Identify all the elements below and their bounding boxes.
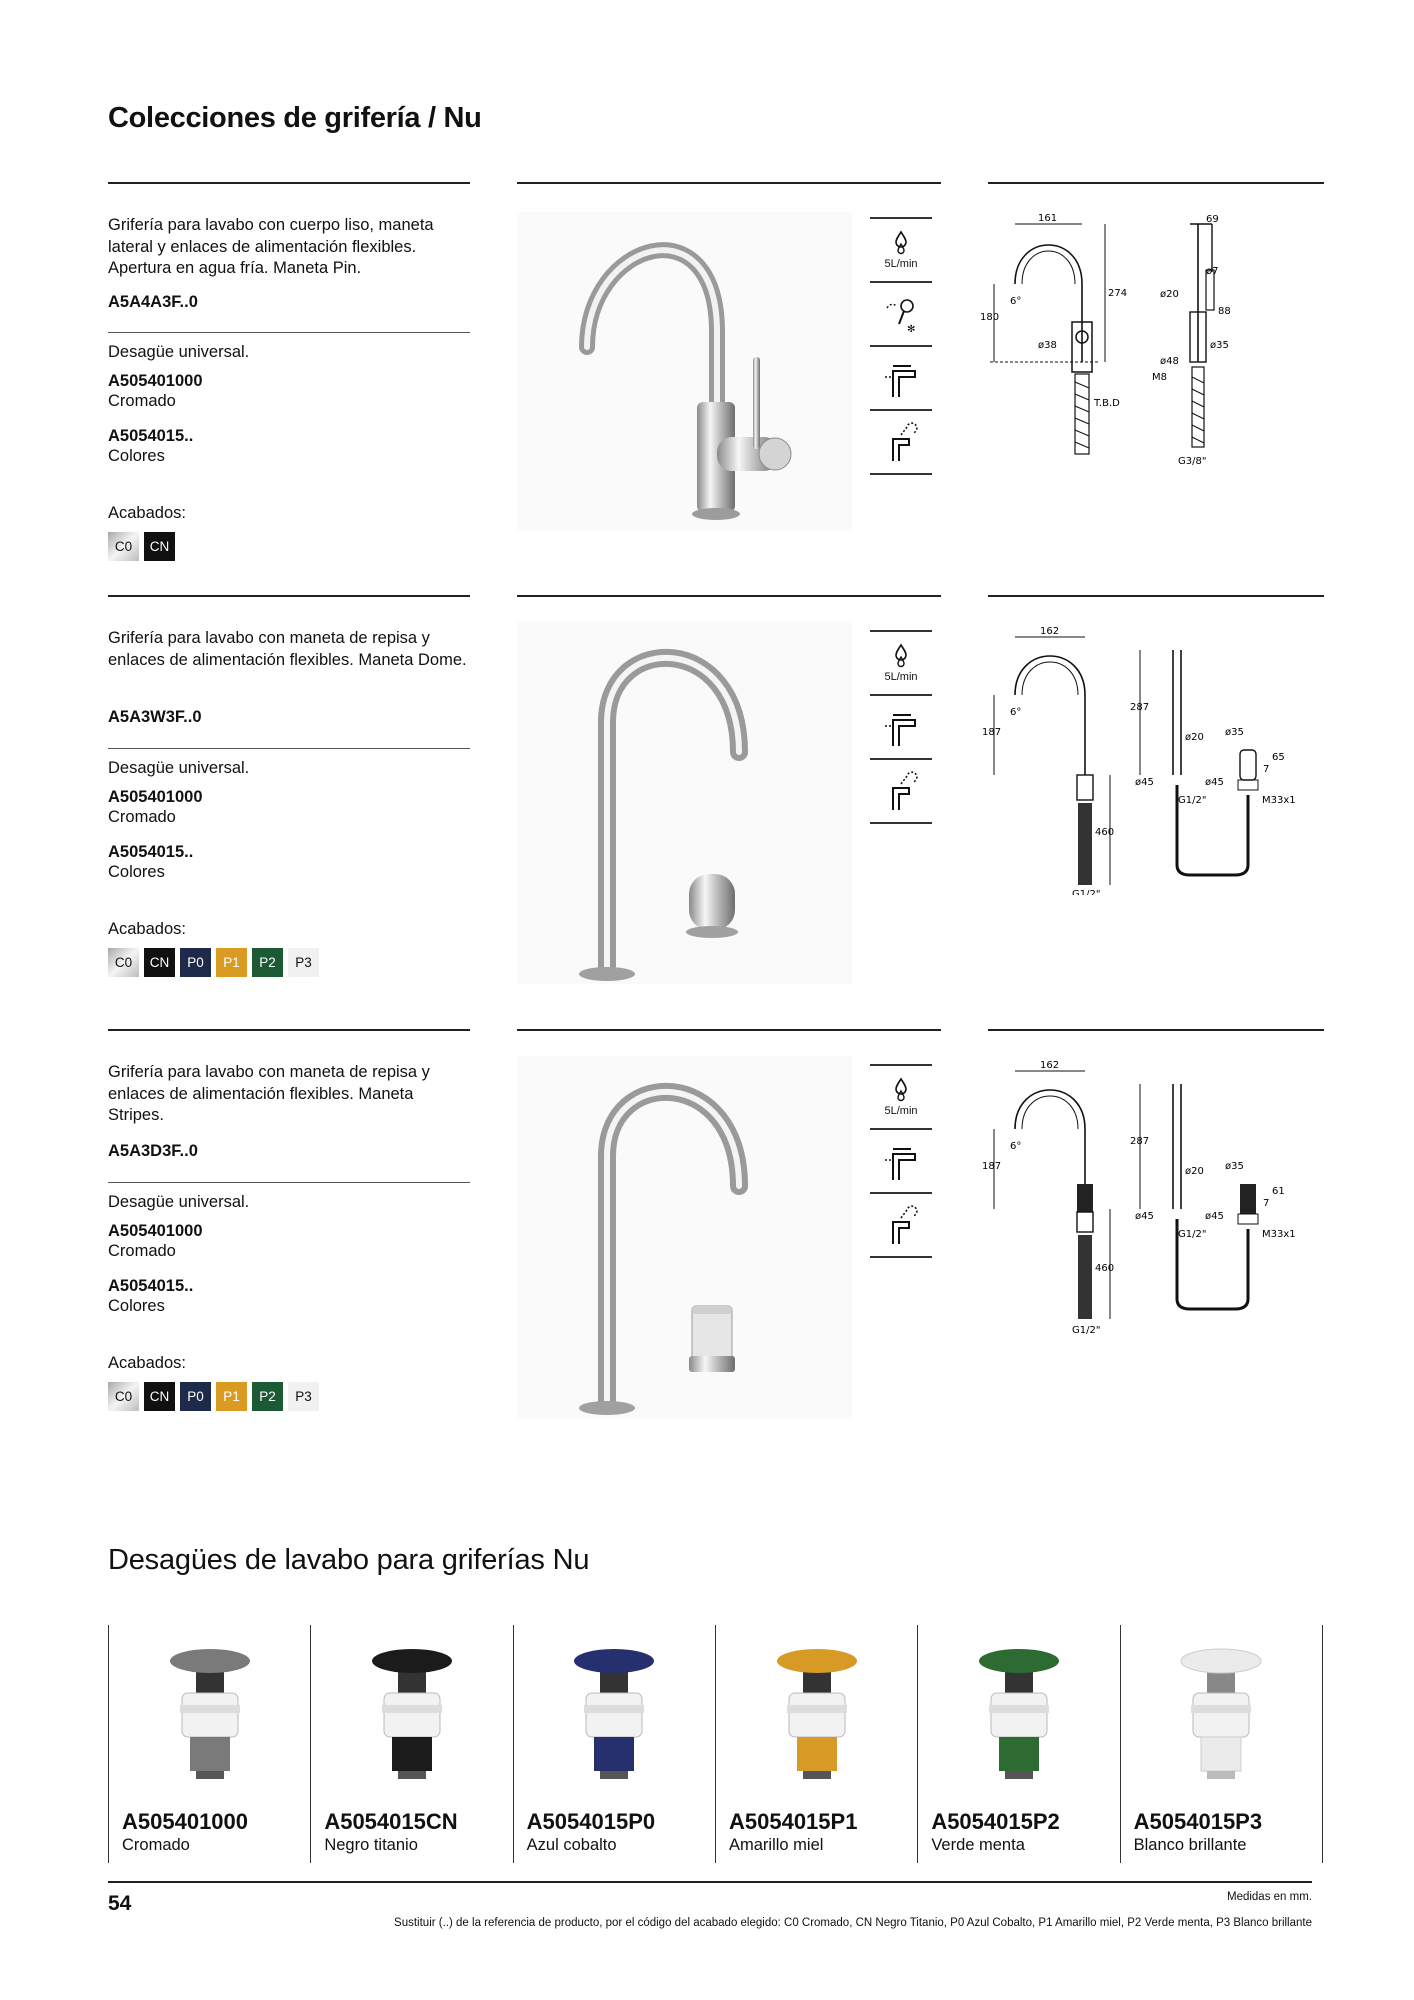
drain-grid [108,1625,1323,1863]
drain-chrome [108,371,203,411]
page-title: Colecciones de grifería / Nu [108,102,482,134]
swatch-c0[interactable]: C0 [108,532,139,561]
divider [108,1182,470,1183]
drain-finish-name: Amarillo miel [728,1836,824,1854]
dim-offset: 7 [1263,764,1270,775]
drain-image [554,1645,674,1785]
dim-spout-height: 180 [980,312,1000,323]
units-note: Medidas en mm. [1226,1891,1312,1903]
drain-image [1161,1645,1281,1785]
finish-swatches [108,532,175,561]
drain-colors [108,1276,193,1316]
technical-drawing [980,625,1310,900]
dim-body-diameter: ø38 [1038,340,1057,351]
swatch-c0[interactable]: C0 [108,1382,139,1411]
substitution-note: Sustituir (..) de la referencia de producto, por el código del acabado elegido: C0 Cromado, CN Negro Titanio, P0 Azul Cobalto, P1 Amarillo miel, P2 Verde menta, P3 Blanco brillante [394,1917,1312,1929]
drain-card[interactable] [513,1625,715,1863]
drain-finish: Colores [108,447,165,465]
dim-base-diameter-2: ø45 [1205,1211,1224,1222]
divider [108,182,470,184]
drain-code: A5054015P1 [728,1809,858,1834]
dim-height: 287 [1130,1136,1150,1147]
product-description: Grifería para lavabo con maneta de repisa y enlaces de alimentación flexibles. Maneta Stripes. [108,1063,430,1124]
technical-drawing [980,212,1250,477]
dim-shank: 460 [1095,1263,1115,1274]
drain-finish: Colores [108,863,165,881]
swatch-cn[interactable]: CN [144,532,175,561]
feature-icons [870,217,932,475]
finish-swatches [108,948,319,977]
swatch-p2[interactable]: P2 [252,948,283,977]
divider [108,1029,470,1031]
drain-image [757,1645,877,1785]
divider [988,1029,1324,1031]
dim-base-diameter-1: ø45 [1135,777,1154,788]
drain-finish-name: Verde menta [931,1836,1025,1854]
drain-code: A5054015CN [324,1809,458,1834]
finishes-label: Acabados: [108,504,186,522]
feature-icons [870,1064,932,1258]
dim-base-diameter-1: ø45 [1135,1211,1154,1222]
drain-image [959,1645,1079,1785]
drain-label: Desagüe universal. [108,343,250,361]
drain-code: A505401000 [122,1809,249,1834]
finishes-label: Acabados: [108,920,186,938]
swatch-p0[interactable]: P0 [180,948,211,977]
drain-finish-name: Blanco brillante [1133,1836,1247,1854]
drain-code: A5054015.. [108,843,194,861]
divider [517,182,941,184]
swatch-p1[interactable]: P1 [216,1382,247,1411]
drain-code: A505401000 [108,372,203,390]
dim-handle-height: 65 [1272,752,1285,763]
dim-handle-height: 61 [1272,1186,1285,1197]
divider [108,595,470,597]
swatch-cn[interactable]: CN [144,1382,175,1411]
drain-code: A5054015P0 [526,1809,656,1834]
swatch-cn[interactable]: CN [144,948,175,977]
footer-divider [108,1881,1312,1883]
dim-thread-g: G1/2" [1178,1229,1207,1240]
divider [108,748,470,749]
drain-finish-name: Cromado [122,1836,190,1854]
dim-height: 287 [1130,702,1150,713]
flow-rate [870,1064,932,1128]
drain-card[interactable] [310,1625,512,1863]
dim-angle: 6° [1010,707,1022,718]
drain-finish: Cromado [108,808,176,826]
water-drop-icon [891,643,911,669]
dim-thread: M8 [1152,372,1167,383]
drain-card[interactable] [715,1625,917,1863]
drain-card[interactable] [1120,1625,1323,1863]
flow-rate [870,217,932,281]
drain-code: A5054015.. [108,427,194,445]
dim-angle: 6° [1010,296,1022,307]
product-code: A5A3W3F..0 [108,708,202,726]
dim-thread-g: G1/2" [1178,795,1207,806]
flow-rate [870,630,932,694]
dim-depth: 69 [1206,214,1219,225]
dim-metric-thread: M33x1 [1262,1229,1296,1240]
drain-label: Desagüe universal. [108,1193,250,1211]
flow-rate-text: 5L/min [884,1105,918,1117]
dim-lever-height: 88 [1218,306,1231,317]
swatch-p0[interactable]: P0 [180,1382,211,1411]
faucet-cold-start-icon [881,770,921,812]
dim-lever-diameter: ø7 [1206,266,1219,277]
dim-base-diameter: ø35 [1210,340,1229,351]
drain-code: A5054015.. [108,1277,194,1295]
cold-start-feature [870,409,932,473]
drain-finish: Colores [108,1297,165,1315]
drain-card[interactable] [108,1625,310,1863]
faucet-photo-pin [517,212,852,530]
dim-shank: 460 [1095,827,1115,838]
swatch-c0[interactable]: C0 [108,948,139,977]
water-drop-icon [891,230,911,256]
faucet-flow-icon [881,357,921,399]
technical-drawing [980,1059,1310,1339]
drain-code: A5054015P2 [931,1809,1060,1834]
swatch-p3[interactable]: P3 [288,948,319,977]
dim-tbd: T.B.D [1094,398,1120,409]
dim-offset: 7 [1263,1198,1270,1209]
drain-finish-name: Azul cobalto [526,1836,617,1854]
feature-icons [870,630,932,824]
page-number: 54 [108,1892,132,1915]
swatch-p3[interactable]: P3 [288,1382,319,1411]
dim-height: 274 [1108,288,1128,299]
flow-spout-feature [870,1128,932,1192]
dim-connection: G3/8" [1178,456,1207,467]
cold-water-opening-icon [881,294,921,334]
swatch-p1[interactable]: P1 [216,948,247,977]
divider [988,595,1324,597]
dim-width: 162 [1040,1060,1060,1071]
faucet-photo-dome [517,622,852,984]
finishes-label: Acabados: [108,1354,186,1372]
swatch-p2[interactable]: P2 [252,1382,283,1411]
divider [517,595,941,597]
drain-finish-name: Negro titanio [324,1836,418,1854]
section-title: Desagües de lavabo para griferías Nu [108,1544,590,1576]
drain-colors [108,842,193,882]
divider [108,332,470,333]
dim-inlet: G1/2" [1072,889,1101,895]
cold-open-feature [870,281,932,345]
dim-flange-diameter: ø48 [1160,356,1179,367]
drain-image [150,1645,270,1785]
flow-spout-feature [870,345,932,409]
faucet-cold-start-icon [881,421,921,463]
faucet-flow-icon [881,706,921,748]
drain-chrome [108,1221,203,1261]
dim-metric-thread: M33x1 [1262,795,1296,806]
dim-handle-diameter: ø35 [1225,727,1244,738]
dim-width: 162 [1040,626,1060,637]
dim-angle: 6° [1010,1141,1022,1152]
drain-code: A505401000 [108,1222,203,1240]
dim-spout-height: 187 [982,727,1002,738]
drain-finish: Cromado [108,1242,176,1260]
dim-base-diameter-2: ø45 [1205,777,1224,788]
dim-handle-diameter: ø35 [1225,1161,1244,1172]
faucet-flow-icon [881,1140,921,1182]
divider [988,182,1324,184]
water-drop-icon [891,1077,911,1103]
finish-swatches [108,1382,319,1411]
drain-finish: Cromado [108,392,176,410]
divider [517,1029,941,1031]
product-code: A5A4A3F..0 [108,293,198,311]
drain-code: A5054015P3 [1133,1809,1263,1834]
flow-rate-text: 5L/min [884,671,918,683]
dim-spout-diameter: ø20 [1185,732,1204,743]
drain-card[interactable] [917,1625,1119,1863]
product-description: Grifería para lavabo con maneta de repisa y enlaces de alimentación flexibles. Maneta Dome. [108,629,467,669]
faucet-cold-start-icon [881,1204,921,1246]
cold-start-feature [870,1192,932,1256]
drain-chrome [108,787,203,827]
drain-label: Desagüe universal. [108,759,250,777]
drain-colors [108,426,193,466]
faucet-photo-stripes [517,1056,852,1418]
dim-spout-diameter: ø20 [1160,289,1179,300]
product-code: A5A3D3F..0 [108,1142,198,1160]
cold-start-feature [870,758,932,822]
drain-image [352,1645,472,1785]
svg-text:✻: ✻ [907,324,916,334]
dim-width: 161 [1038,213,1058,224]
flow-rate-text: 5L/min [884,258,918,270]
dim-inlet: G1/2" [1072,1325,1101,1334]
dim-spout-height: 187 [982,1161,1002,1172]
flow-spout-feature [870,694,932,758]
dim-spout-diameter: ø20 [1185,1166,1204,1177]
drain-code: A505401000 [108,788,203,806]
product-description: Grifería para lavabo con cuerpo liso, maneta lateral y enlaces de alimentación flexibles. Apertura en agua fría. Maneta Pin. [108,216,434,277]
